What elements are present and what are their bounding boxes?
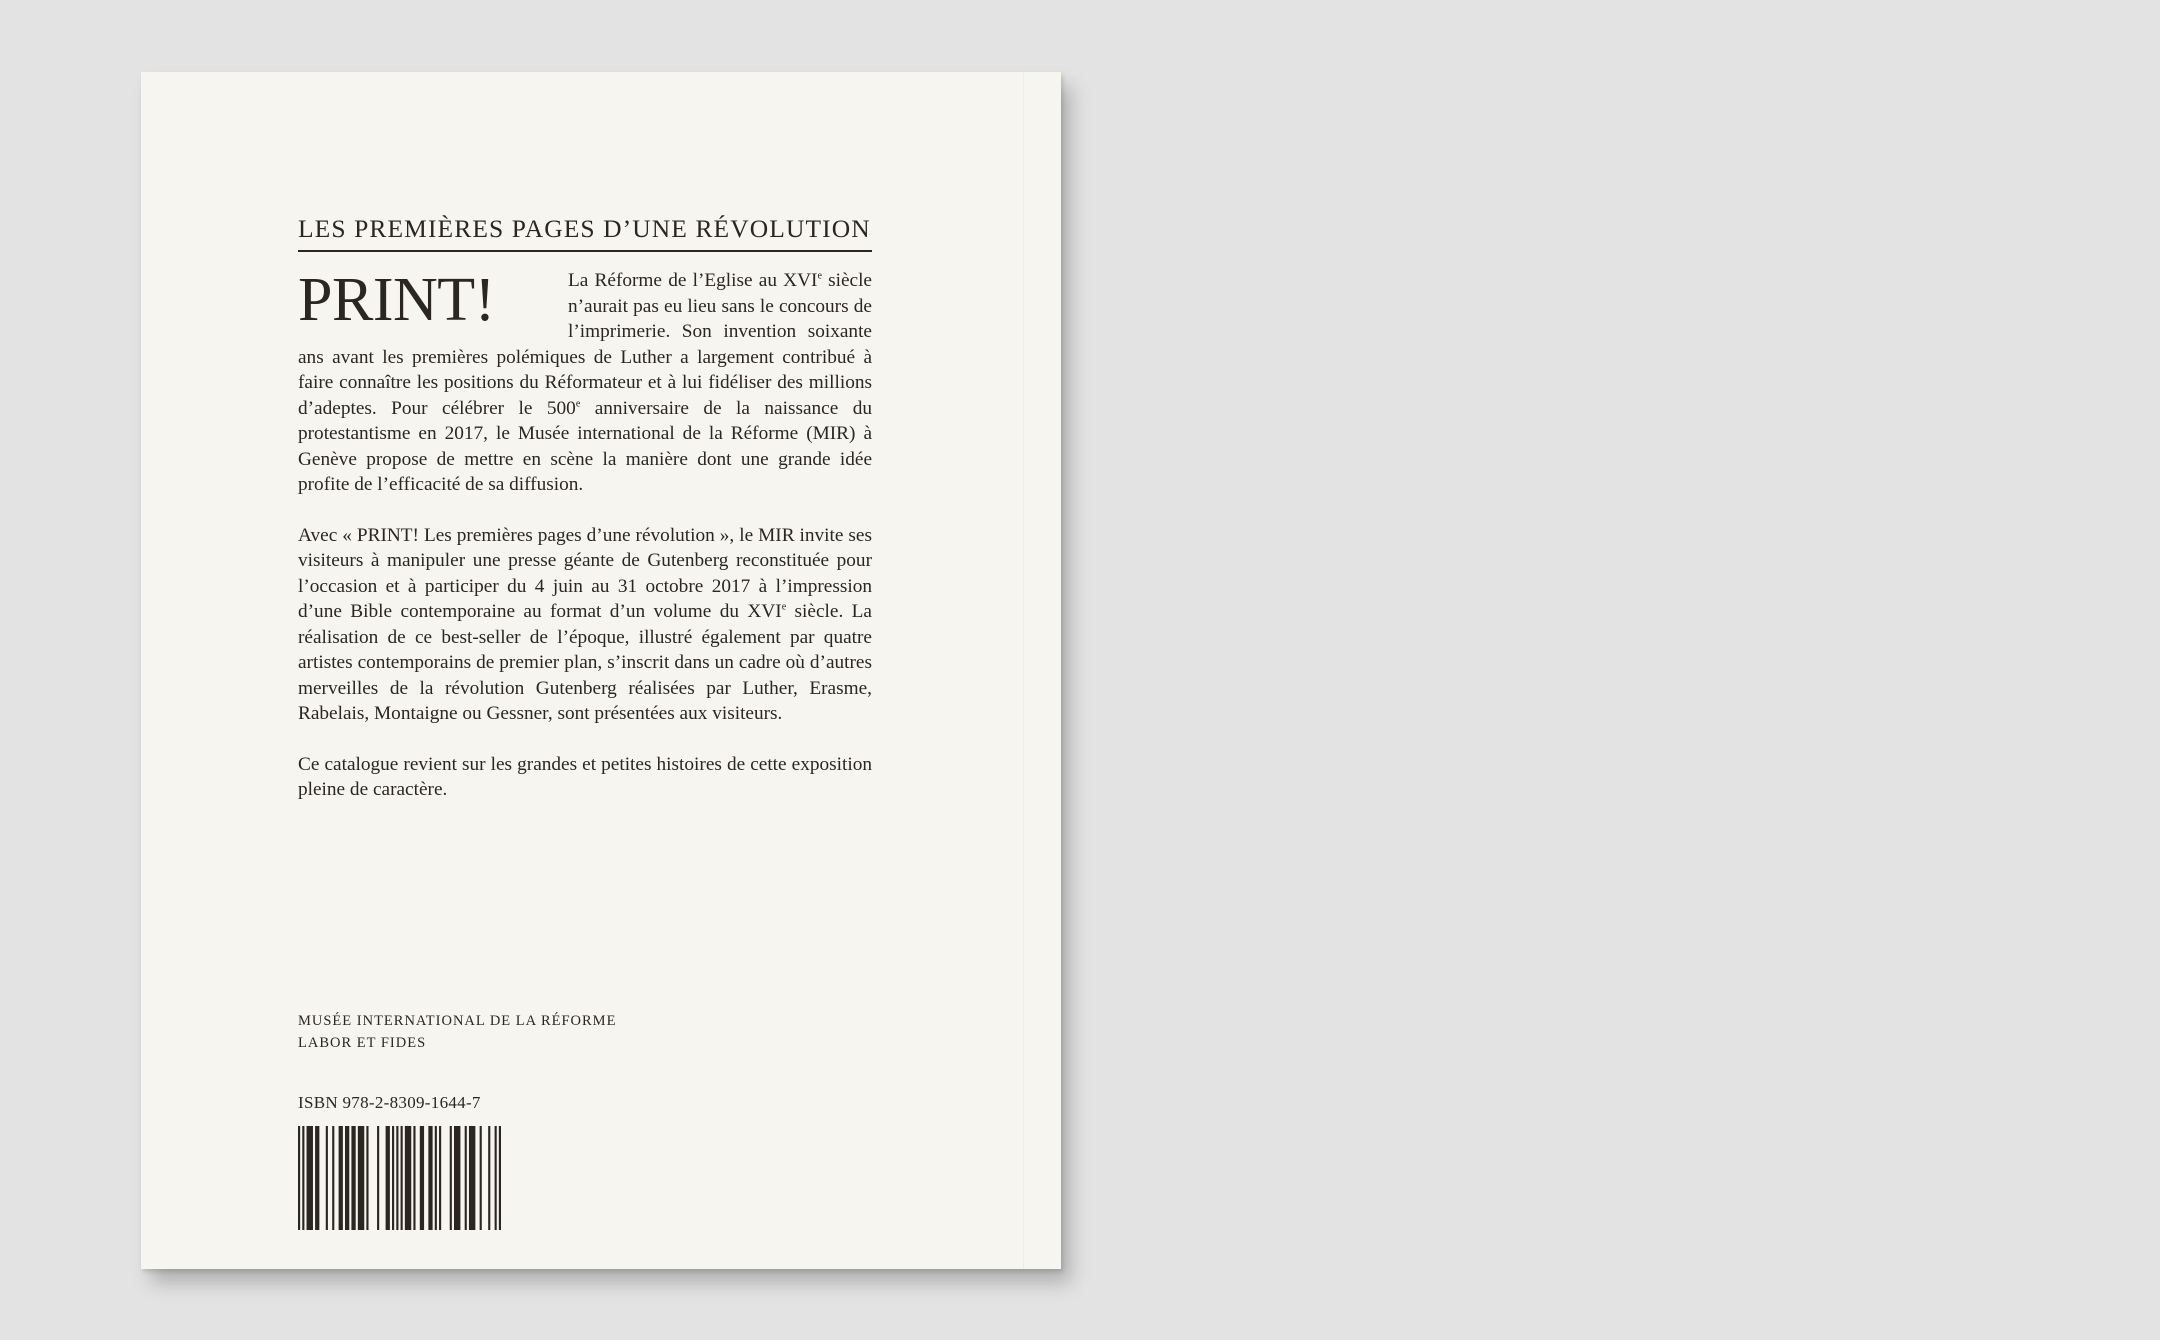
cover-fold-line <box>1023 72 1025 1269</box>
paragraph-2-text-a: Avec « PRINT! Les premières pages d’une révolution », le MIR invite ses visiteurs à manipuler une presse géante de Gutenberg reconstituée pour l’occasion et à participer du 4 juin au 31 octobre 2017 à l’impression d’une Bible contemporaine au format d’un volume du XVI <box>298 524 872 622</box>
paragraph-2-text-b: siècle. La réalisation de ce best-seller de l’époque, illustré également par quatre artistes contemporains de premier plan, s’inscrit dans un cadre où d’autres merveilles de la révolution Gutenberg réalisées par Luther, Erasme, Rabelais, Montaigne ou Gessner, sont présentées aux visiteurs. <box>298 601 872 724</box>
barcode-bar <box>358 1126 364 1230</box>
cover-text-block <box>298 212 872 803</box>
barcode-bar <box>332 1126 334 1230</box>
barcode-bar <box>366 1126 368 1230</box>
barcode-bar <box>435 1126 437 1230</box>
intro-block <box>298 268 872 498</box>
barcode-bar <box>377 1126 379 1230</box>
barcode-bar <box>439 1126 441 1230</box>
barcode-bar <box>420 1126 424 1230</box>
paragraph-1-text-b: siècle n’aurait pas eu lieu sans le concours de l’imprimerie. Son invention soixante ans avant les premières polémiques de Luther a largement contribué à faire connaître les positions du Réformateur et à lui fidéliser des millions d’adeptes. Pour célébrer le 500 <box>298 270 872 419</box>
barcode-bar <box>469 1126 475 1230</box>
barcode-bar <box>465 1126 467 1230</box>
publisher-museum: MUSÉE INTERNATIONAL DE LA RÉFORME <box>298 1013 617 1029</box>
book-back-cover <box>141 72 1061 1269</box>
paragraph-1-text-c: anniversaire de la naissance du protestantisme en 2017, le Musée international de la Réforme (MIR) à Genève propose de mettre en scène la manière dont une grande idée profite de l’efficacité de sa diffusion. <box>298 397 873 495</box>
barcode-bar <box>405 1126 411 1230</box>
barcode-bar <box>315 1126 319 1230</box>
barcode-bar <box>339 1126 343 1230</box>
barcode-bar <box>488 1126 490 1230</box>
paragraph-2 <box>298 523 872 727</box>
paragraph-2-sup: e <box>781 601 787 613</box>
paragraph-3: Ce catalogue revient sur les grandes et petites histoires de cette exposition pleine de caractère. <box>298 753 872 800</box>
publisher-block <box>298 1010 616 1054</box>
barcode-bar <box>499 1126 501 1230</box>
barcode-bar <box>307 1126 313 1230</box>
cover-kicker: LES PREMIÈRES PAGES D’UNE RÉVOLUTION <box>298 212 872 252</box>
barcode-bar <box>351 1126 355 1230</box>
barcode-image <box>298 1126 501 1230</box>
barcode-bar <box>454 1126 460 1230</box>
barcode-bar <box>480 1126 482 1230</box>
isbn-label: ISBN 978-2-8309-1644-7 <box>298 1093 481 1112</box>
paragraph-1-text-a: La Réforme de l’Eglise au XVI <box>568 270 818 291</box>
barcode-bar <box>345 1126 349 1230</box>
barcode-bar <box>396 1126 398 1230</box>
barcode-bar <box>428 1126 432 1230</box>
barcode-bar <box>326 1126 328 1230</box>
publisher-labor-et-fides: LABOR ET FIDES <box>298 1035 427 1051</box>
barcode-bar <box>413 1126 415 1230</box>
barcode-bar <box>450 1126 452 1230</box>
cover-title: PRINT! <box>298 266 495 334</box>
barcode-bar <box>298 1126 300 1230</box>
barcode-bar <box>302 1126 304 1230</box>
paragraph-1-sup-a: e <box>817 270 822 282</box>
barcode-bar <box>386 1126 390 1230</box>
paragraph-1-sup-b: e <box>575 398 581 410</box>
barcode-bar <box>401 1126 403 1230</box>
barcode-bar <box>495 1126 497 1230</box>
barcode-bar <box>392 1126 394 1230</box>
